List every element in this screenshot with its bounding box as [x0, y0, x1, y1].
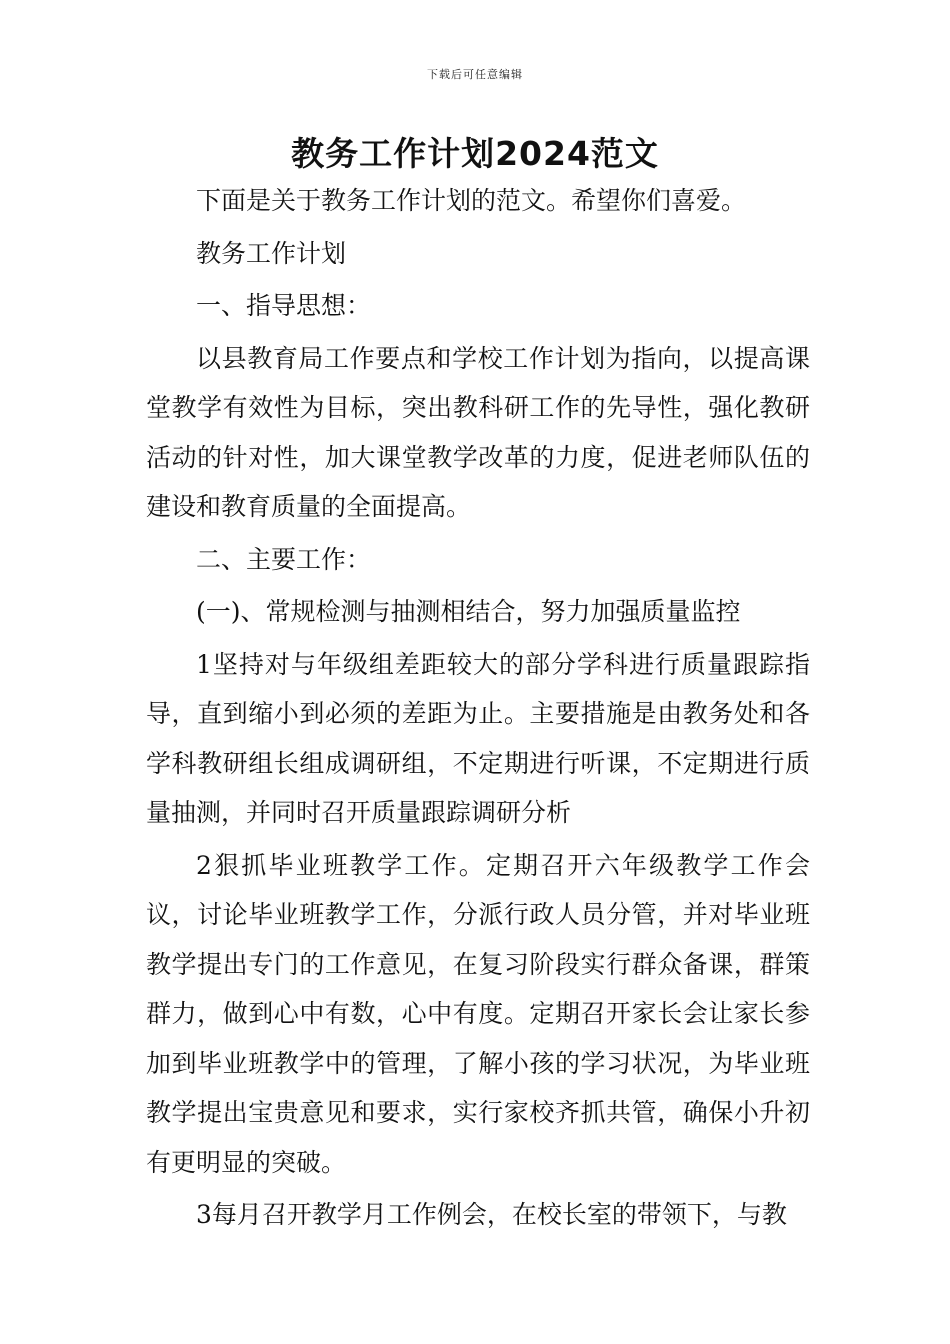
- document-title: 教务工作计划2024范文: [291, 134, 659, 173]
- paragraph-item-1: 1坚持对与年级组差距较大的部分学科进行质量跟踪指导，直到缩小到必须的差距为止。主要措施是由教务处和各学科教研组长组成调研组，不定期进行听课，不定期进行质量抽测，并同时召开质量跟踪调研分析: [146, 649, 810, 827]
- section-heading-guiding-thought: 一、指导思想：: [196, 291, 372, 320]
- paragraph-guiding-thought: 以县教育局工作要点和学校工作计划为指向，以提高课堂教学有效性为目标，突出教科研工作的先导性，强化教研活动的针对性，加大课堂教学改革的力度，促进老师队伍的建设和教育质量的全面提高。: [146, 343, 810, 521]
- paragraph-heading: 教务工作计划: [196, 238, 347, 268]
- section-heading-main-work: 二、主要工作：: [196, 544, 372, 574]
- paragraph-item-2: 2狠抓毕业班教学工作。定期召开六年级教学工作会议，讨论毕业班教学工作，分派行政人员分管，并对毕业班教学提出专门的工作意见，在复习阶段实行群众备课，群策群力，做到心中有数，心中有度。定期召开家长会让家长参加到毕业班教学中的管理，了解小孩的学习状况，为毕业班教学提出宝贵意见和要求，实行家校齐抓共管，确保小升初有更明显的突破。: [146, 850, 810, 1177]
- paragraph-item-3: 3每月召开教学月工作例会，在校长室的带领下，与教: [196, 1200, 787, 1229]
- header-note: 下载后可任意编辑: [427, 68, 523, 81]
- document-body: [146, 176, 810, 1240]
- subsection-heading-quality-monitoring: (一)、常规检测与抽测相结合，努力加强质量监控: [196, 597, 741, 626]
- paragraph-intro: 下面是关于教务工作计划的范文。希望你们喜爱。: [196, 186, 747, 215]
